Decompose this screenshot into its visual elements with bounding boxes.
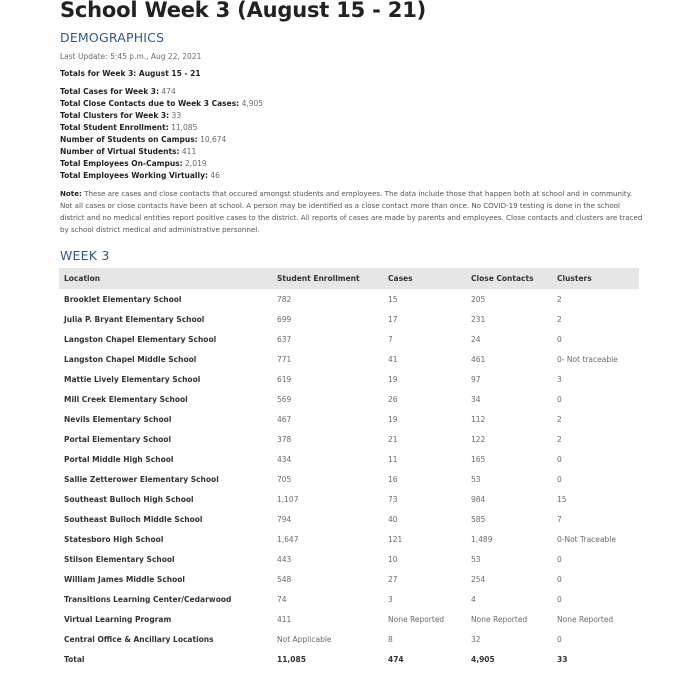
table-total-row: [59, 649, 639, 669]
location-cell: Stilson Elementary School: [64, 554, 175, 564]
table-body: [59, 289, 639, 669]
table-row: [59, 529, 639, 549]
total-close-contacts-cell: 4,905: [471, 654, 495, 664]
close-contacts-cell: 53: [471, 474, 481, 484]
table-header-row: [59, 268, 639, 289]
location-cell: Portal Middle High School: [64, 454, 174, 464]
column-header-location: Location: [59, 268, 272, 289]
close-contacts-cell: 97: [471, 374, 481, 384]
clusters-cell: 0: [557, 574, 562, 584]
stat-value: 474: [161, 87, 176, 96]
table-row: [59, 609, 639, 629]
close-contacts-cell: 122: [471, 434, 486, 444]
location-cell: Transitions Learning Center/Cedarwood: [64, 594, 232, 604]
cases-cell: 3: [388, 594, 393, 604]
enrollment-cell: 411: [277, 614, 292, 624]
column-header-student-enrollment: Student Enrollment: [272, 268, 383, 289]
cases-cell: 10: [388, 554, 398, 564]
note-paragraph: [60, 188, 645, 236]
enrollment-cell: 637: [277, 334, 292, 344]
close-contacts-cell: 461: [471, 354, 486, 364]
close-contacts-cell: 32: [471, 634, 481, 644]
close-contacts-cell: 205: [471, 294, 486, 304]
clusters-cell: 2: [557, 434, 562, 444]
table-row: [59, 489, 639, 509]
enrollment-cell: 434: [277, 454, 292, 464]
column-header-clusters: Clusters: [552, 268, 639, 289]
location-cell: Brooklet Elementary School: [64, 294, 182, 304]
table-row: [59, 309, 639, 329]
location-cell: Portal Elementary School: [64, 434, 172, 444]
stat-employees-virtual: [60, 170, 263, 182]
enrollment-cell: 794: [277, 514, 292, 524]
clusters-cell: 15: [557, 494, 567, 504]
stat-total-clusters: [60, 110, 263, 122]
close-contacts-cell: 254: [471, 574, 486, 584]
enrollment-cell: 569: [277, 394, 292, 404]
cases-table: [59, 268, 639, 669]
stat-value: 10,674: [200, 135, 227, 144]
cases-cell: 27: [388, 574, 398, 584]
clusters-cell: 0: [557, 454, 562, 464]
close-contacts-cell: 24: [471, 334, 481, 344]
stat-value: 411: [181, 147, 197, 156]
close-contacts-cell: None Reported: [471, 614, 528, 624]
stat-value: 46: [210, 171, 220, 180]
enrollment-cell: 1,107: [277, 494, 299, 504]
table-row: [59, 509, 639, 529]
location-cell: Nevils Elementary School: [64, 414, 172, 424]
stat-value: 4,905: [241, 99, 264, 108]
location-cell: Statesboro High School: [64, 534, 164, 544]
close-contacts-cell: 34: [471, 394, 481, 404]
table-row: [59, 589, 639, 609]
enrollment-cell: 782: [277, 294, 292, 304]
enrollment-cell: 705: [277, 474, 292, 484]
last-update-text: Last Update: 5:45 p.m., Aug 22, 2021: [60, 52, 202, 61]
cases-cell: 19: [388, 374, 398, 384]
table-row: [59, 449, 639, 469]
clusters-cell: 2: [557, 294, 562, 304]
location-cell: Langston Chapel Middle School: [64, 354, 197, 364]
stat-label: Total Student Enrollment:: [60, 123, 169, 132]
totals-heading: Totals for Week 3: August 15 - 21: [60, 69, 201, 78]
table-row: [59, 409, 639, 429]
table-row: [59, 349, 639, 369]
clusters-cell: 7: [557, 514, 562, 524]
totals-list: [60, 86, 263, 182]
stat-value: 33: [171, 111, 182, 120]
cases-cell: 73: [388, 494, 398, 504]
close-contacts-cell: 1,489: [471, 534, 493, 544]
clusters-cell: 0: [557, 554, 562, 564]
close-contacts-cell: 53: [471, 554, 481, 564]
location-cell: William James Middle School: [64, 574, 185, 584]
location-cell: Virtual Learning Program: [64, 614, 172, 624]
clusters-cell: 2: [557, 414, 562, 424]
close-contacts-cell: 165: [471, 454, 486, 464]
stat-label: Total Cases for Week 3:: [60, 87, 160, 96]
cases-cell: 11: [388, 454, 398, 464]
table-row: [59, 569, 639, 589]
enrollment-cell: 699: [277, 314, 292, 324]
location-cell: Langston Chapel Elementary School: [64, 334, 217, 344]
location-cell: Mill Creek Elementary School: [64, 394, 188, 404]
close-contacts-cell: 231: [471, 314, 486, 324]
enrollment-cell: 619: [277, 374, 292, 384]
clusters-cell: 0: [557, 334, 562, 344]
stat-students-on-campus: [60, 134, 263, 146]
close-contacts-cell: 585: [471, 514, 486, 524]
stat-label: Number of Students on Campus:: [60, 135, 198, 144]
total-enrollment-cell: 11,085: [277, 654, 306, 664]
total-cases-cell: 474: [388, 654, 404, 664]
clusters-cell: 0: [557, 474, 562, 484]
enrollment-cell: 1,647: [277, 534, 299, 544]
close-contacts-cell: 112: [471, 414, 486, 424]
location-cell: Julia P. Bryant Elementary School: [64, 314, 205, 324]
stat-student-enrollment: [60, 122, 263, 134]
demographics-heading: DEMOGRAPHICS: [60, 30, 165, 45]
cases-cell: 16: [388, 474, 398, 484]
stat-label: Total Employees On-Campus:: [60, 159, 183, 168]
table-row: [59, 369, 639, 389]
table-row: [59, 429, 639, 449]
cases-cell: 21: [388, 434, 398, 444]
clusters-cell: 0-Not Traceable: [557, 534, 616, 544]
cases-cell: 40: [388, 514, 398, 524]
close-contacts-cell: 4: [471, 594, 476, 604]
note-text: These are cases and close contacts that occured amongst students and employees. The data include those that happen both at school and in community. Not all cases or close contacts have been at school. A person may be identified as a close contact more than once. No COVID-19 testing is done in the school district and no medical entities report positive cases to the district. All reports of cases are made by parents and employees. Close contacts and clusters are traced by school district medical and administrative personnel.: [60, 189, 643, 234]
close-contacts-cell: 984: [471, 494, 486, 504]
clusters-cell: None Reported: [557, 614, 614, 624]
location-cell: Southeast Bulloch High School: [64, 494, 194, 504]
enrollment-cell: 74: [277, 594, 287, 604]
location-cell: Mattie Lively Elementary School: [64, 374, 201, 384]
enrollment-cell: 378: [277, 434, 292, 444]
table-row: [59, 469, 639, 489]
cases-cell: 41: [388, 354, 398, 364]
stat-value: 11,085: [171, 123, 198, 132]
cases-cell: 17: [388, 314, 398, 324]
table-row: [59, 289, 639, 309]
total-clusters-cell: 33: [557, 654, 568, 664]
cases-cell: 15: [388, 294, 398, 304]
column-header-cases: Cases: [383, 268, 466, 289]
clusters-cell: 0: [557, 634, 562, 644]
table-row: [59, 329, 639, 349]
stat-label: Total Close Contacts due to Week 3 Cases:: [60, 99, 240, 108]
enrollment-cell: 771: [277, 354, 292, 364]
table-row: [59, 389, 639, 409]
location-cell: Sallie Zetterower Elementary School: [64, 474, 219, 484]
clusters-cell: 0- Not traceable: [557, 354, 618, 364]
cases-cell: 121: [388, 534, 403, 544]
cases-cell: 19: [388, 414, 398, 424]
enrollment-cell: Not Applicable: [277, 634, 332, 644]
clusters-cell: 2: [557, 314, 562, 324]
stat-label: Total Employees Working Virtually:: [60, 171, 208, 180]
cases-cell: 8: [388, 634, 393, 644]
stat-close-contacts: [60, 98, 263, 110]
cases-cell: None Reported: [388, 614, 445, 624]
stat-virtual-students: [60, 146, 263, 158]
cases-cell: 26: [388, 394, 398, 404]
clusters-cell: 3: [557, 374, 562, 384]
location-cell: Southeast Bulloch Middle School: [64, 514, 203, 524]
clusters-cell: 0: [557, 594, 562, 604]
enrollment-cell: 548: [277, 574, 292, 584]
stat-value: 2,019: [185, 159, 207, 168]
page-title: School Week 3 (August 15 - 21): [60, 0, 427, 22]
clusters-cell: 0: [557, 394, 562, 404]
stat-employees-on-campus: [60, 158, 263, 170]
table-row: [59, 629, 639, 649]
location-cell: Central Office & Ancillary Locations: [64, 634, 214, 644]
column-header-close-contacts: Close Contacts: [466, 268, 552, 289]
stat-label: Number of Virtual Students:: [60, 147, 180, 156]
stat-label: Total Clusters for Week 3:: [60, 111, 170, 120]
cases-cell: 7: [388, 334, 393, 344]
week-heading: WEEK 3: [60, 248, 110, 263]
table-row: [59, 549, 639, 569]
total-label-cell: Total: [64, 654, 85, 664]
stat-total-cases: [60, 86, 263, 98]
enrollment-cell: 443: [277, 554, 292, 564]
enrollment-cell: 467: [277, 414, 292, 424]
note-label: Note:: [60, 189, 82, 198]
